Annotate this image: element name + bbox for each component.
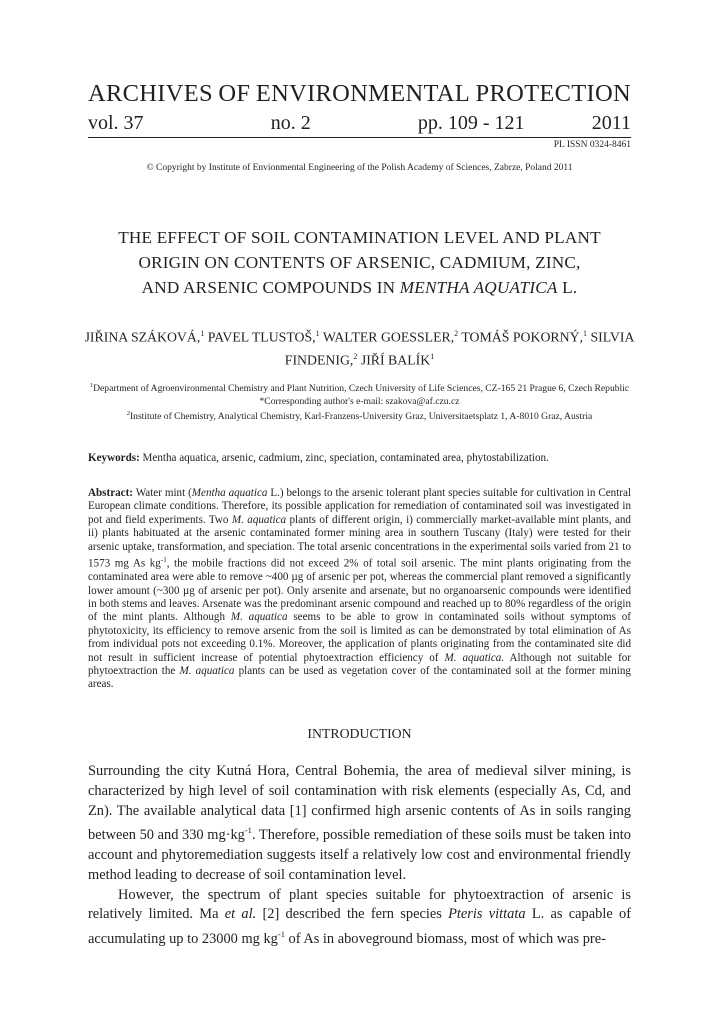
page-range: pp. 109 - 121: [417, 112, 525, 134]
journal-word: OF: [218, 80, 251, 107]
issue-info: [88, 112, 631, 138]
issue-number: no. 2: [270, 112, 311, 134]
keywords-label: Keywords:: [88, 452, 140, 464]
journal-word: ENVIRONMENTAL: [255, 80, 471, 107]
article-title: [70, 225, 649, 300]
affiliation-2: $^2$Institute of Chemistry, Analytical Chemistry, Karl-Franzens-University Graz, Universitaetsplatz 1, A-8010 Graz, Austria: [126, 410, 593, 423]
journal-word: PROTECTION: [475, 80, 631, 107]
author-list: JIŘINA SZÁKOVÁ,$^1$ PAVEL TLUSTOŠ,$^1$ WALTER GOESSLER,$^2$ TOMÁŠ POKORNÝ,$^1$ SILVIA FINDENIG,$^2$ JIŘÍ BALÍK$^1$: [84, 329, 635, 368]
author: TOMÁŠ POKORNÝ,: [461, 329, 584, 345]
introduction-body: [88, 762, 631, 950]
author: JIŘÍ BALÍK: [360, 352, 431, 368]
paragraph: However, the spectrum of plant species suitable for phytoextraction of arsenic is relatively limited. Ma et al. [2] described the fern species Pteris vittata L. as capable of accumulating up to 23000 mg $kg^{-1}$ of As in aboveground biomass, most of which was pre-: [88, 886, 631, 947]
author: WALTER GOESSLER,: [322, 329, 455, 345]
journal-word: ARCHIVES: [88, 80, 213, 107]
section-heading: INTRODUCTION: [307, 726, 412, 741]
abstract: Abstract: Water mint (Mentha aquatica L.) belongs to the arsenic tolerant plant species suitable for cultivation in Central European climate conditions. Therefore, its possible application for remediation of contaminated soil was investigated in pot and field experiments. Two M. aquatica plants of different origin, i) commercially market-available mint plants, and ii) plants habituated at the arsenic contaminated former mining area in southern Tuscany (Italy) were tested for their arsenic uptake, transformation, and speciation. The total arsenic concentrations in the experimental soils varied from 21 to 1573 mg As $kg^{-1}$, the mobile fractions did not exceed 2% of total soil arsenic. The mint plants originating from the contaminated area were able to remove ~400 µg of arsenic per pot, whereas the commercial plant removed a significantly lower amount (~300 µg of arsenic per pot). Only arsenite and arsenate, but no organoarsenic compounds were identified in both stems and leaves. Arsenate was the predominant arsenic compound and reached up to 80% regardless of the origin of the mint plants. Although M. aquatica seems to be able to grow in contaminated soils without symptoms of phytotoxicity, its efficiency to remove arsenic from the soil is limited as can be demonstrated by total elimination of As from individual pots not exceeding 0.1%. Moreover, the application of plants originating from the contaminated site did not result in sufficient increase of potential phytoextraction efficiency of M. aquatica. Although not suitable for phytoextraction the M. aquatica plants can be used as vegetation cover of the contaminated soil at the former mining areas.: [88, 487, 632, 691]
affiliations: [88, 380, 631, 424]
title-line: THE EFFECT OF SOIL CONTAMINATION LEVEL AND PLANT: [118, 228, 601, 247]
author: SILVIA FINDENIG,: [284, 329, 635, 368]
issn: PL ISSN 0324-8461: [553, 140, 631, 150]
abstract-label: Abstract:: [88, 487, 133, 499]
paragraph: Surrounding the city Kutná Hora, Central Bohemia, the area of medieval silver mining, is characterized by high level of soil contamination with risk elements (especially As, Cd, and Zn). The available analytical data [1] confirmed high arsenic contents of As in soils ranging between 50 and 330 $mg\cdot kg^{-1}$. Therefore, possible remediation of these soils must be taken into account and phytoremediation suggests itself a relatively low cost and environmental friendly method leading to decrease of soil contamination level.: [88, 763, 631, 883]
title-line: AND ARSENIC COMPOUNDS IN MENTHA AQUATICA L.: [141, 278, 578, 297]
volume: vol. 37: [88, 112, 144, 134]
journal-name: [88, 80, 631, 108]
keywords: [88, 452, 631, 464]
title-line: ORIGIN ON CONTENTS OF ARSENIC, CADMIUM, ZINC,: [138, 253, 581, 272]
corresponding-author: *Corresponding author's e-mail: szakova@af.czu.cz: [259, 395, 460, 407]
copyright: © Copyright by Institute of Envionmental Engineering of the Polish Academy of Sciences, Zabrze, Poland 2011: [146, 163, 573, 173]
keywords-text: Mentha aquatica, arsenic, cadmium, zinc, speciation, contaminated area, phytostabilization.: [139, 452, 549, 464]
year: 2011: [591, 112, 631, 134]
author: JIŘINA SZÁKOVÁ,: [84, 329, 201, 345]
affiliation-1: $^1$Department of Agroenvironmental Chemistry and Plant Nutrition, Czech University of Life Sciences, CZ-165 21 Prague 6, Czech Republic: [89, 382, 630, 395]
author: PAVEL TLUSTOŠ,: [207, 329, 316, 345]
